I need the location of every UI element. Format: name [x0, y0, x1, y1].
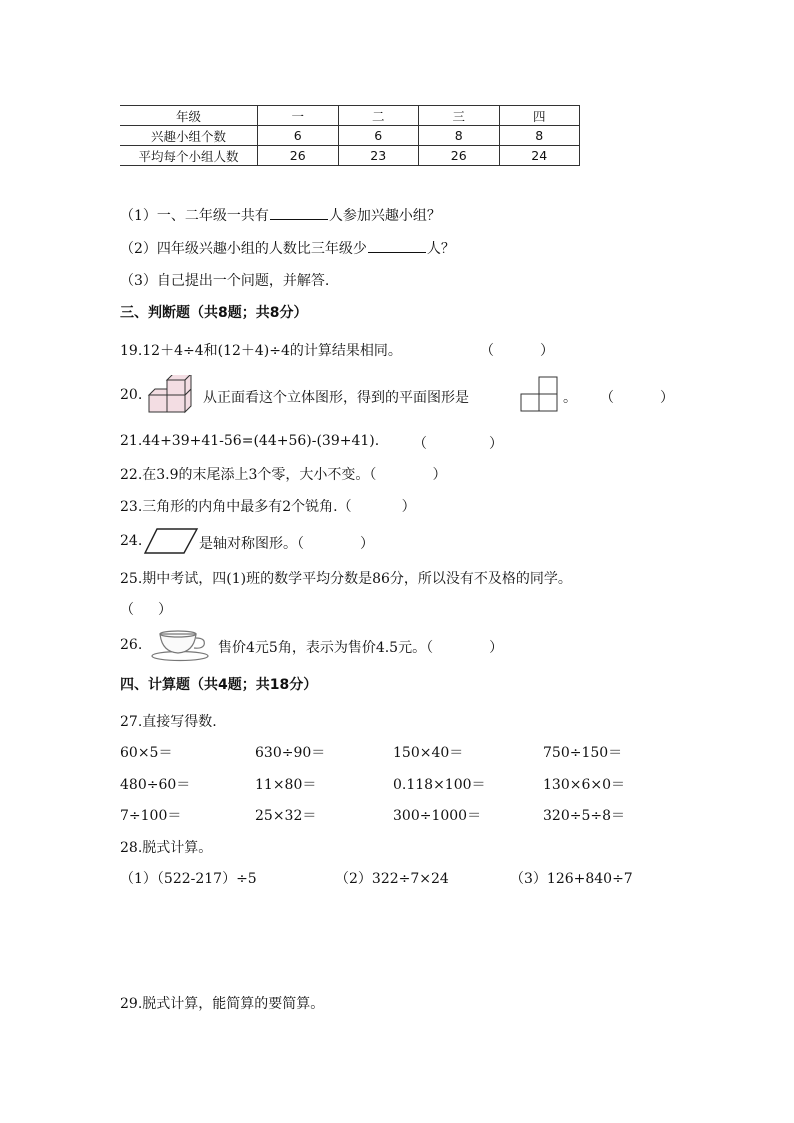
- answer-paren[interactable]: [480, 340, 554, 360]
- paren-close: ）: [489, 436, 503, 452]
- table-header-cell: 一: [258, 106, 339, 126]
- question-24: [199, 533, 374, 553]
- section-3-title: 三、判断题（共8题；共8分）: [120, 305, 308, 321]
- question-26-text: 售价4元5角，表示为售价4.5元。（: [218, 640, 434, 656]
- paren-open: （: [480, 343, 494, 359]
- q28-item: （3）126+840÷7: [510, 871, 633, 887]
- calc-item: 630÷90＝: [255, 745, 326, 761]
- cube-stack-icon: [146, 375, 194, 415]
- question-23-text: 23.三角形的内角中最多有2个锐角.（: [120, 499, 352, 515]
- question-25: 25.期中考试，四(1)班的数学平均分数是86分，所以没有不及格的同学。: [120, 571, 572, 587]
- paren-open: （: [120, 602, 134, 618]
- question-23: [120, 496, 416, 516]
- grade-table: [120, 105, 580, 166]
- table-cell: 6: [258, 126, 339, 146]
- paren-close: ）: [360, 536, 374, 552]
- calc-item: 11×80＝: [255, 777, 317, 793]
- question-29: 29.脱式计算，能简算的要简算。: [120, 996, 325, 1012]
- q2-text-end: 人？: [426, 241, 455, 257]
- paren-open: （: [413, 436, 427, 452]
- paren-close: ）: [660, 390, 674, 406]
- question-20-number: 20.: [120, 387, 143, 403]
- q1-text-end: 人参加兴趣小组？: [328, 208, 441, 224]
- sub-question-2: [120, 238, 455, 258]
- table-header-cell: 年级: [120, 106, 258, 126]
- question-22-text: 22.在3.9的末尾添上3个零，大小不变。（: [120, 467, 377, 483]
- answer-blank[interactable]: [270, 205, 328, 220]
- teacup-icon: [150, 626, 212, 662]
- calc-item: 320÷5÷8＝: [543, 808, 625, 824]
- parallelogram-icon: [143, 526, 199, 556]
- question-22: [120, 464, 446, 484]
- paren-close: ）: [158, 602, 172, 618]
- calc-item: 7÷100＝: [120, 808, 182, 824]
- question-24-number: 24.: [120, 533, 143, 549]
- question-19: 19.12＋4÷4和(12＋4)÷4的计算结果相同。: [120, 343, 402, 359]
- paren-open: （: [600, 390, 614, 406]
- table-cell: 26: [419, 146, 500, 166]
- paren-close: ）: [489, 640, 504, 656]
- table-header-cell: 四: [499, 106, 580, 126]
- table-cell: 平均每个小组人数: [120, 146, 258, 166]
- q2-text: （2）四年级兴趣小组的人数比三年级少: [120, 241, 367, 257]
- table-cell: 23: [338, 146, 419, 166]
- sub-question-3: （3）自己提出一个问题，并解答.: [120, 273, 330, 289]
- answer-paren[interactable]: [600, 387, 674, 407]
- answer-blank[interactable]: [368, 238, 426, 253]
- calc-item: 750÷150＝: [543, 745, 623, 761]
- calc-item: 60×5＝: [120, 745, 173, 761]
- sub-question-1: [120, 205, 441, 225]
- question-28: 28.脱式计算。: [120, 840, 213, 856]
- calc-item: 130×6×0＝: [543, 777, 625, 793]
- q28-item: （1）（522-217）÷5: [120, 871, 257, 887]
- q28-item: （2）322÷7×24: [335, 871, 449, 887]
- question-20-text: 从正面看这个立体图形，得到的平面图形是: [203, 390, 469, 406]
- answer-paren[interactable]: [413, 433, 503, 453]
- table-cell: 8: [419, 126, 500, 146]
- table-header-row: [120, 106, 580, 126]
- table-row: [120, 126, 580, 146]
- paren-close: ）: [432, 467, 447, 483]
- paren-close: ）: [540, 343, 554, 359]
- answer-paren[interactable]: [120, 599, 172, 619]
- calc-item: 480÷60＝: [120, 777, 191, 793]
- section-4-title: 四、计算题（共4题；共18分）: [120, 677, 318, 693]
- calc-item: 0.118×100＝: [393, 777, 486, 793]
- table-cell: 26: [258, 146, 339, 166]
- question-26: [218, 637, 503, 657]
- question-26-number: 26.: [120, 637, 143, 653]
- question-27: 27.直接写得数.: [120, 714, 217, 730]
- table-header-cell: 二: [338, 106, 419, 126]
- question-21: 21.44+39+41-56=(44+56)-(39+41).: [120, 433, 380, 449]
- table-cell: 兴趣小组个数: [120, 126, 258, 146]
- table-cell: 24: [499, 146, 580, 166]
- front-view-shape-icon: [517, 375, 561, 413]
- calc-item: 25×32＝: [255, 808, 317, 824]
- q1-text: （1）一、二年级一共有: [120, 208, 269, 224]
- table-header-cell: 三: [419, 106, 500, 126]
- paren-close: ）: [401, 499, 416, 515]
- question-24-text: 是轴对称图形。（: [199, 536, 304, 552]
- question-20-end: 。: [563, 390, 577, 406]
- table-cell: 6: [338, 126, 419, 146]
- calc-item: 150×40＝: [393, 745, 464, 761]
- table-row: [120, 146, 580, 166]
- table-cell: 8: [499, 126, 580, 146]
- calc-item: 300÷1000＝: [393, 808, 482, 824]
